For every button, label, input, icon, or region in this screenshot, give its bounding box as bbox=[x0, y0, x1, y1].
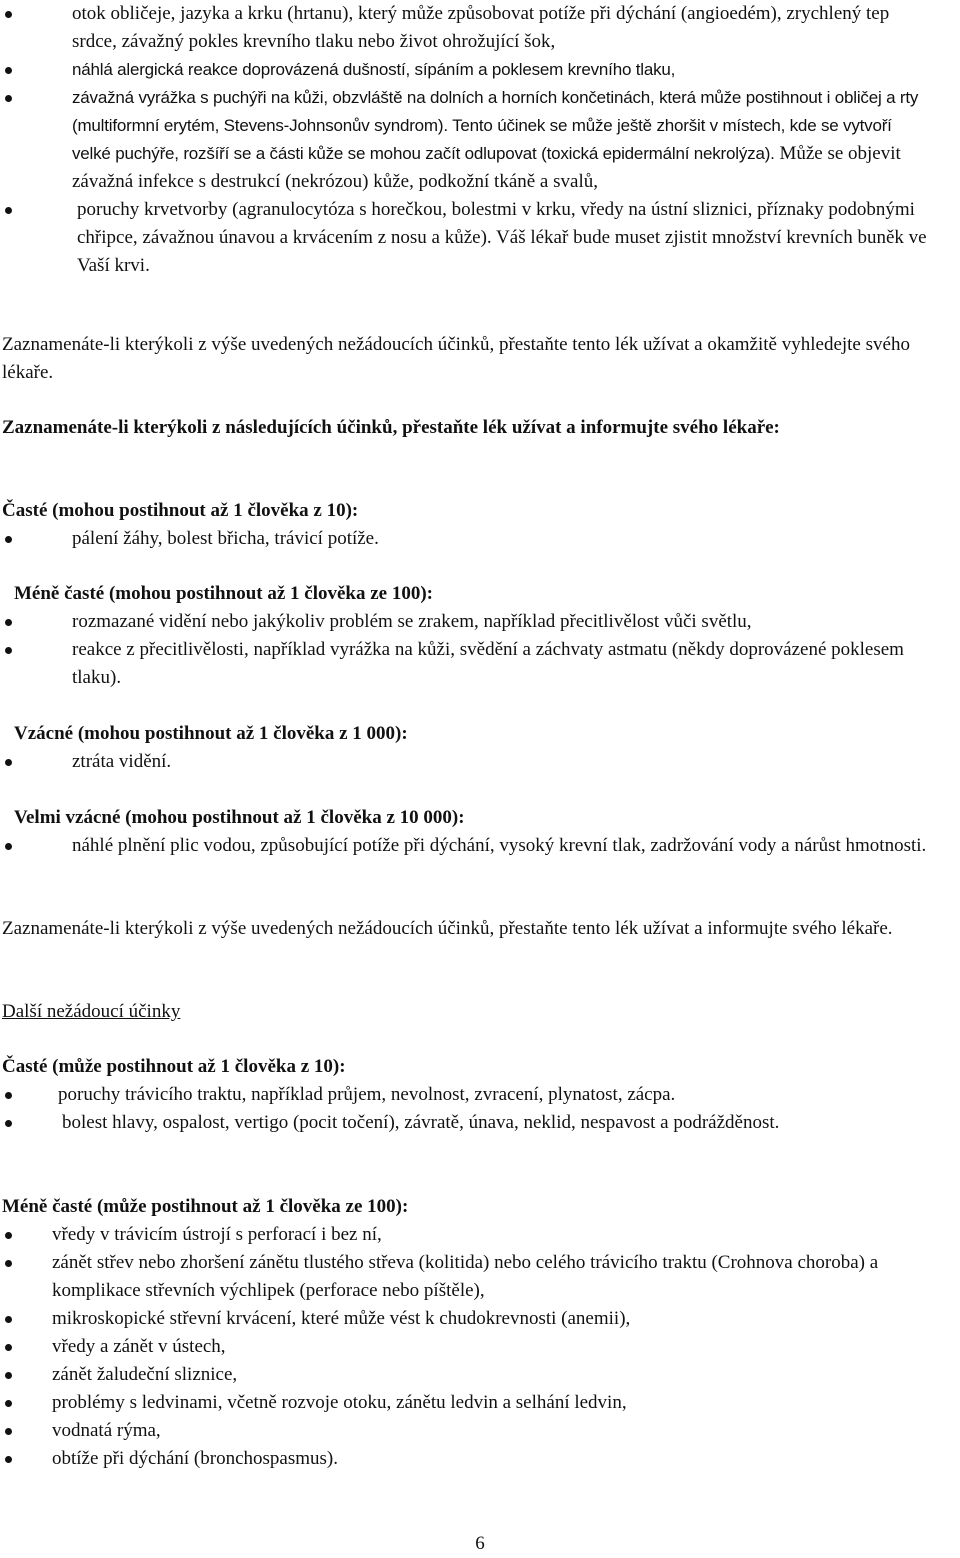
list-item: vředy v trávicím ústrojí s perforací i bez ní, bbox=[0, 1221, 960, 1249]
bullet-icon bbox=[5, 759, 12, 766]
list-item: poruchy krvetvorby (agranulocytóza s horečkou, bolestmi v krku, vředy na ústní sliznici, příznaky podobnými chřipce, závažnou únavou a krvácením z nosu a kůže). Váš lékař bude muset zjistit množství krevních buněk ve Vaší krvi. bbox=[0, 196, 960, 280]
list-item: vodnatá rýma, bbox=[0, 1417, 960, 1445]
section-title: Méně časté (mohou postihnout až 1 člověka ze 100): bbox=[14, 583, 434, 604]
list-item: náhlé plnění plic vodou, způsobující potíže při dýchání, vysoký krevní tlak, zadržování vody a nárůst hmotnosti. bbox=[0, 832, 960, 860]
list-item: ztráta vidění. bbox=[0, 748, 960, 776]
list-item: problémy s ledvinami, včetně rozvoje otoku, zánětu ledvin a selhání ledvin, bbox=[0, 1389, 960, 1417]
list-item: pálení žáhy, bolest břicha, trávicí potíže. bbox=[0, 525, 960, 553]
bullet-icon bbox=[5, 1120, 12, 1127]
section-title: Časté (může postihnout až 1 člověka z 10): bbox=[2, 1056, 346, 1077]
list-item: náhlá alergická reakce doprovázená dušností, sípáním a poklesem krevního tlaku, bbox=[0, 56, 960, 84]
bullet-icon bbox=[5, 843, 12, 850]
bullet-icon bbox=[5, 1456, 12, 1463]
list-item: rozmazané vidění nebo jakýkoliv problém se zrakem, například přecitlivělost vůči světlu, bbox=[0, 608, 960, 636]
list-item: bolest hlavy, ospalost, vertigo (pocit točení), závratě, únava, neklid, nespavost a podrážděnost. bbox=[0, 1109, 960, 1137]
bullet-icon bbox=[5, 1232, 12, 1239]
section-title: Velmi vzácné (mohou postihnout až 1 člověka z 10 000): bbox=[14, 807, 465, 828]
frequency-rare bbox=[0, 720, 960, 776]
list-item: mikroskopické střevní krvácení, které může vést k chudokrevnosti (anemii), bbox=[0, 1305, 960, 1333]
list-item: zánět žaludeční sliznice, bbox=[0, 1361, 960, 1389]
stop-paragraph: Zaznamenáte-li kterýkoli z výše uvedených nežádoucích účinků, přestaňte tento lék užívat a okamžitě vyhledejte svého lékaře. bbox=[2, 334, 910, 383]
page-number: 6 bbox=[475, 1533, 485, 1554]
list-item: závažná vyrážka s puchýři na kůži, obzvláště na dolních a horních končetinách, která může postihnout i obličej a rty (multiformní erytém, Stevens-Johnsonův syndrom). Tento účinek se může ještě zhoršit v místech, kde se vytvoří velké puchýře, rozšíří se a části kůže se mohou začít odlupovat (toxická epidermální nekrolýza). Může se objevit závažná infekce s destrukcí (nekrózou) kůže, podkožní tkáně a svalů, bbox=[0, 84, 960, 196]
bullet-icon bbox=[5, 67, 12, 74]
top-bullet-list bbox=[0, 0, 960, 280]
bullet-icon bbox=[5, 207, 12, 214]
bullet-icon bbox=[5, 1372, 12, 1379]
inform-paragraph: Zaznamenáte-li kterýkoli z výše uvedených nežádoucích účinků, přestaňte tento lék užívat a informujte svého lékaře. bbox=[2, 918, 893, 939]
bullet-icon bbox=[5, 1316, 12, 1323]
bullet-icon bbox=[5, 1400, 12, 1407]
other-common bbox=[0, 1053, 960, 1137]
bullet-icon bbox=[5, 1428, 12, 1435]
bullet-icon bbox=[5, 619, 12, 626]
list-item: poruchy trávicího traktu, například průjem, nevolnost, zvracení, plynatost, zácpa. bbox=[0, 1081, 960, 1109]
other-uncommon bbox=[0, 1193, 960, 1473]
bullet-icon bbox=[5, 647, 12, 654]
section-title: Vzácné (mohou postihnout až 1 člověka z 1 000): bbox=[14, 723, 408, 744]
list-item: otok obličeje, jazyka a krku (hrtanu), který může způsobovat potíže při dýchání (angioedém), zrychlený tep srdce, závažný pokles krevního tlaku nebo život ohrožující šok, bbox=[0, 0, 960, 56]
list-item: obtíže při dýchání (bronchospasmus). bbox=[0, 1445, 960, 1473]
frequency-very-rare bbox=[0, 804, 960, 860]
other-effects-heading: Další nežádoucí účinky bbox=[2, 1001, 181, 1022]
section-title: Časté (mohou postihnout až 1 člověka z 10): bbox=[2, 500, 359, 521]
bullet-icon bbox=[5, 1260, 12, 1267]
frequency-common bbox=[0, 497, 960, 553]
inform-heading: Zaznamenáte-li kterýkoli z následujících účinků, přestaňte lék užívat a informujte svého lékaře: bbox=[2, 417, 780, 438]
bullet-icon bbox=[5, 1092, 12, 1099]
bullet-icon bbox=[5, 1344, 12, 1351]
bullet-icon bbox=[5, 95, 12, 102]
frequency-uncommon bbox=[0, 580, 960, 692]
list-item: vředy a zánět v ústech, bbox=[0, 1333, 960, 1361]
section-title: Méně časté (může postihnout až 1 člověka ze 100): bbox=[2, 1196, 409, 1217]
bullet-icon bbox=[5, 536, 12, 543]
bullet-icon bbox=[5, 11, 12, 18]
list-item: zánět střev nebo zhoršení zánětu tlustého střeva (kolitida) nebo celého trávicího traktu (Crohnova choroba) a komplikace střevních výchlipek (perforace nebo píštěle), bbox=[0, 1249, 960, 1305]
list-item: reakce z přecitlivělosti, například vyrážka na kůži, svědění a záchvaty astmatu (někdy doprovázené poklesem tlaku). bbox=[0, 636, 960, 692]
